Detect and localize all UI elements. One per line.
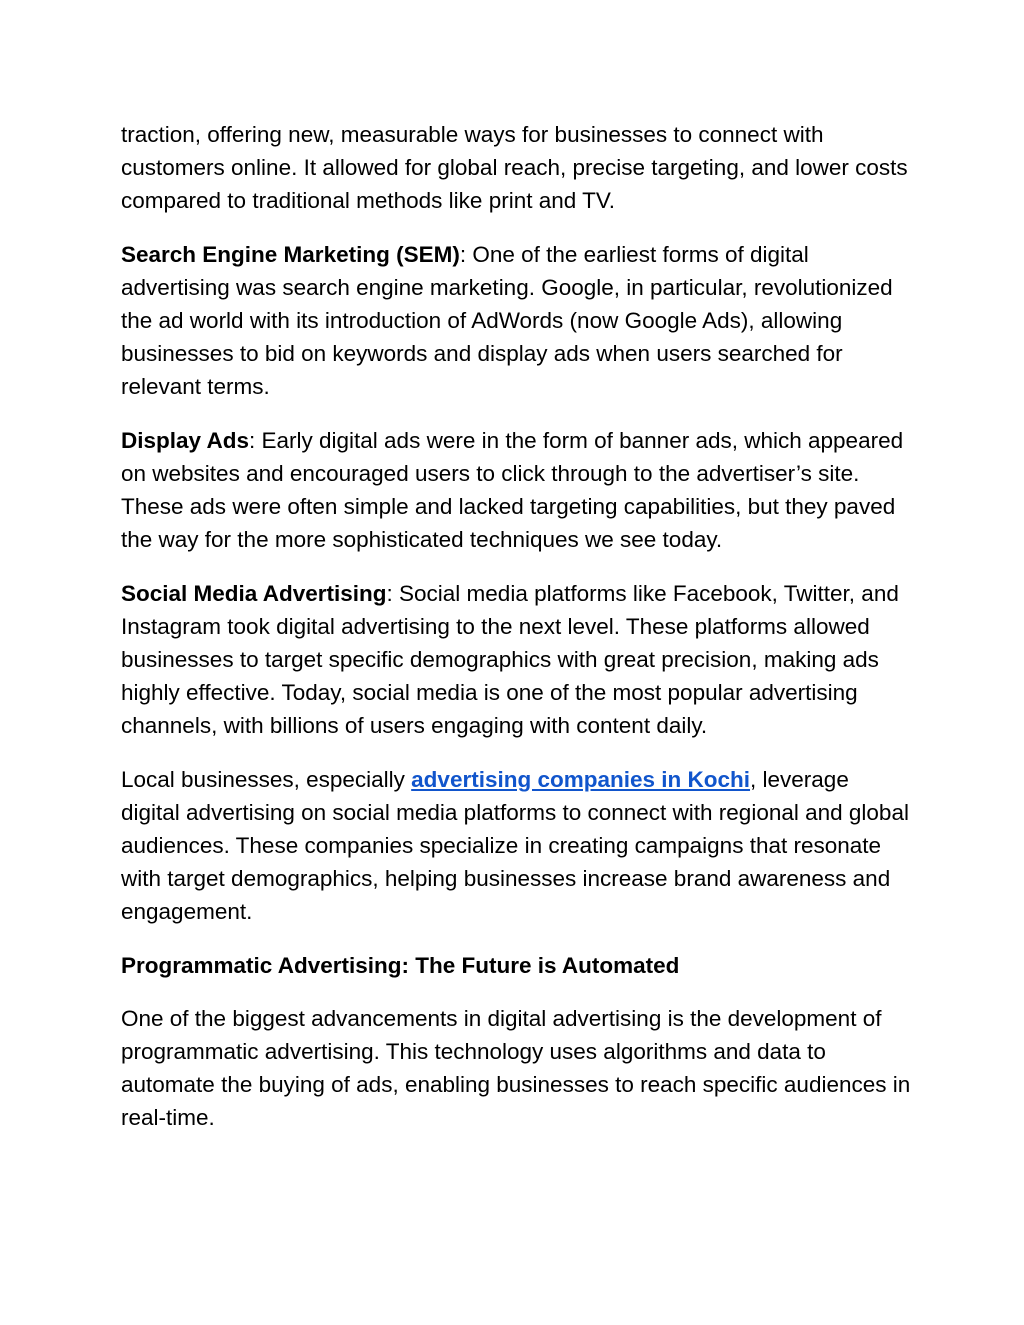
local-before-text: Local businesses, especially (121, 766, 412, 792)
local-after-text: , leverage digital advertising on social media platforms to connect with regional and global audiences. These companies specialize in creating campaigns that resonate with target demographics, helping businesses increase brand awareness and engagement. (121, 766, 909, 924)
sem-separator: : (459, 241, 467, 267)
social-media-paragraph (121, 577, 911, 742)
advertising-companies-kochi-link[interactable]: advertising companies in Kochi (411, 766, 751, 792)
social-media-text: Social media platforms like Facebook, Twitter, and Instagram took digital advertising to the next level. These platforms allowed businesses to target specific demographics with great precision, making ads highly effective. Today, social media is one of the most popular advertising channels, with billions of users engaging with content daily. (121, 580, 899, 738)
document-page (121, 118, 911, 1155)
social-media-term: Social Media Advertising (121, 580, 387, 606)
display-ads-separator: : (248, 427, 256, 453)
social-media-separator: : (386, 580, 393, 606)
sem-text: One of the earliest forms of digital advertising was search engine marketing. Google, in particular, revolutionized the ad world with its introduction of AdWords (now Google Ads), allowing businesses to bid on keywords and display ads when users searched for relevant terms. (121, 241, 893, 400)
display-ads-paragraph (121, 424, 911, 556)
programmatic-heading: Programmatic Advertising: The Future is Automated (121, 952, 680, 978)
intro-paragraph (121, 118, 911, 217)
local-businesses-paragraph (121, 763, 911, 928)
display-ads-text: Early digital ads were in the form of banner ads, which appeared on websites and encouraged users to click through to the advertiser’s site. These ads were often simple and lacked targeting capabilities, but they paved the way for the more sophisticated techniques we see today. (121, 427, 904, 553)
programmatic-text: One of the biggest advancements in digital advertising is the development of programmatic advertising. This technology uses algorithms and data to automate the buying of ads, enabling businesses to reach specific audiences in real-time. (121, 1006, 911, 1131)
sem-term: Search Engine Marketing (SEM) (121, 241, 460, 267)
sem-paragraph (121, 238, 911, 403)
display-ads-term: Display Ads (121, 427, 249, 453)
programmatic-paragraph (121, 1002, 911, 1134)
intro-text: traction, offering new, measurable ways for businesses to connect with customers online. It allowed for global reach, precise targeting, and lower costs compared to traditional methods like print and TV. (121, 122, 908, 214)
